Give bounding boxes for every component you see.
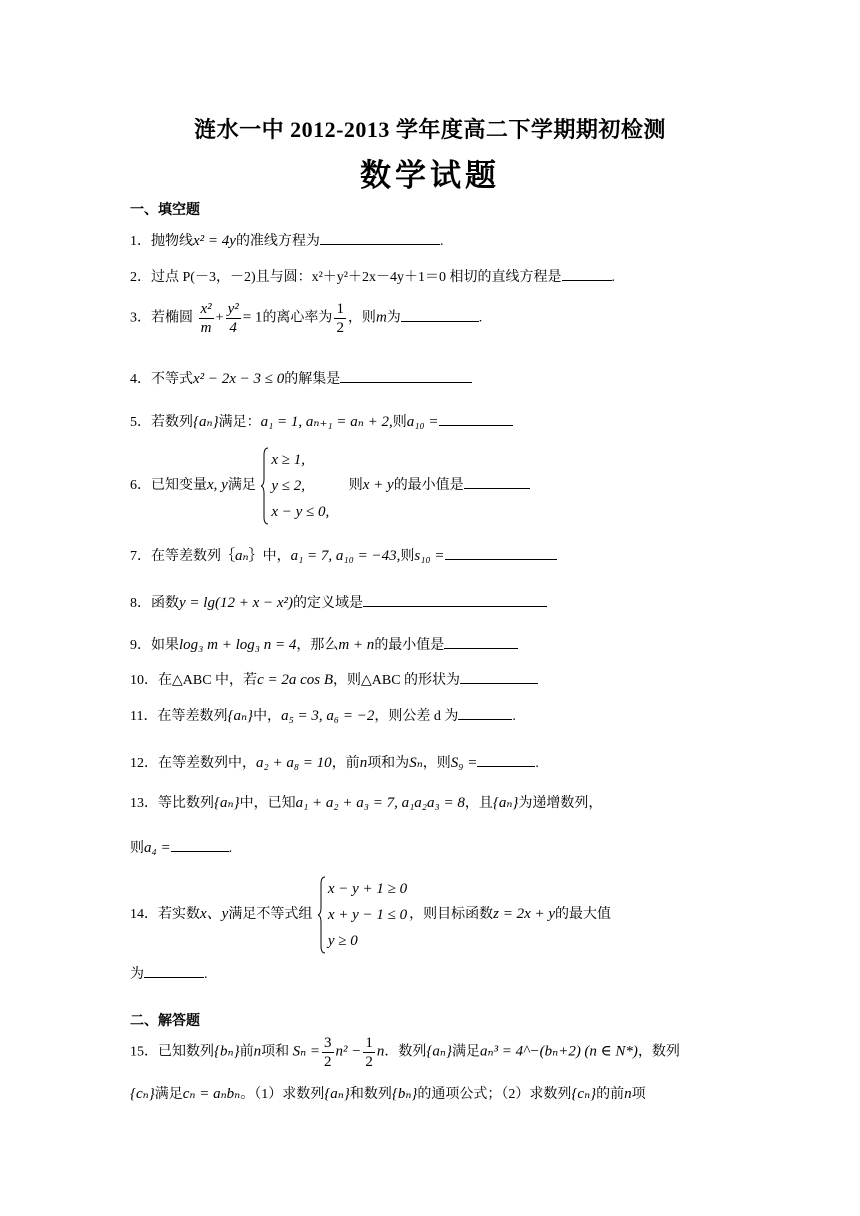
question-14-continued: 为 . <box>130 963 208 985</box>
answer-blank <box>401 307 479 322</box>
question-15-continued: {cₙ}满足cₙ = aₙbₙ。（1）求数列{aₙ}和数列{bₙ}的通项公式；（2）求数列{cₙ}的前n项 <box>130 1086 646 1102</box>
question-13: 13．等比数列{aₙ}中，已知a₁ + a₂ + a₃ = 7, a₁a₂a₃ = 8，且{aₙ}为递增数列， <box>130 795 603 811</box>
question-8: 8．函数y = lg(12 + x − x²)的定义域是 <box>130 592 547 614</box>
question-1: 1．抛物线x² = 4y的准线方程为 . <box>130 230 443 252</box>
math-fraction: $\frac{1}{2}$ <box>365 1035 373 1070</box>
math-fraction: $\frac{3}{2}$ <box>324 1035 332 1070</box>
inequality-system: x ≥ 1, y ≤ 2, x − y ≤ 0, <box>261 447 329 525</box>
answer-blank <box>460 669 538 684</box>
answer-blank <box>363 592 547 607</box>
question-6: 6．已知变量x, y满足 x ≥ 1, y ≤ 2, x − y ≤ 0, 则x + y的最小值是 <box>130 447 530 525</box>
question-11: 11．在等差数列{aₙ}中，a₅ = 3, a₆ = −2，则公差 d 为 . <box>130 705 516 727</box>
question-10: 10．在△ABC 中，若c = 2a cos B，则△ABC 的形状为 <box>130 669 538 691</box>
question-7: 7．在等差数列｛aₙ｝中，a₁ = 7, a₁₀ = −43,则s₁₀ = <box>130 545 557 567</box>
answer-blank <box>320 230 440 245</box>
document-title: 涟水一中 2012-2013 学年度高二下学期期初检测 <box>194 117 666 142</box>
section-solve: 二、解答题 <box>130 1014 200 1029</box>
question-13-continued: 则a₄ = . <box>130 837 232 859</box>
answer-blank <box>439 411 513 426</box>
answer-blank <box>464 474 530 489</box>
question-2: 2．过点 P(－3，－2)且与圆：x²＋y²＋2x－4y＋1＝0 相切的直线方程是 . <box>130 266 615 288</box>
answer-blank <box>444 634 518 649</box>
question-3: 3．若椭圆 $\frac{\text{x²}}{m}$ + $\frac{\text{y²}}{4}$ = 1的离心率为 $\frac{1}{2}$ ，则m为 . <box>130 301 483 336</box>
math-fraction: $\frac{1}{2}$ <box>336 301 344 336</box>
math-parabola: x² = 4y <box>193 233 236 249</box>
answer-blank <box>171 837 229 852</box>
document-subtitle: 数学试题 <box>360 158 500 193</box>
answer-blank <box>562 266 612 281</box>
question-14: 14．若实数x、y满足不等式组 x − y + 1 ≥ 0 x + y − 1 ≤ 0 y ≥ 0 ，则目标函数z = 2x + y的最大值 <box>130 876 611 954</box>
inequality-system: x − y + 1 ≥ 0 x + y − 1 ≤ 0 y ≥ 0 <box>318 876 407 954</box>
question-4: 4．不等式x² − 2x − 3 ≤ 0的解集是 <box>130 368 472 390</box>
answer-blank <box>458 705 512 720</box>
answer-blank <box>340 368 472 383</box>
left-brace-icon <box>318 876 326 954</box>
question-15: 15．已知数列{bₙ}前n项和 Sₙ = $\frac{3}{2}$ n² − $\frac{1}{2}$ n．数列{aₙ}满足aₙ³ = 4^−(bₙ+2) (n ∈ N*)，数列 <box>130 1035 680 1070</box>
answer-blank <box>477 752 535 767</box>
answer-blank <box>144 963 204 978</box>
question-5: 5．若数列{aₙ}满足：a₁ = 1, aₙ₊₁ = aₙ + 2,则a₁₀ = <box>130 411 513 433</box>
question-9: 9．如果log₃ m + log₃ n = 4，那么m + n的最小值是 <box>130 634 518 656</box>
left-brace-icon <box>261 447 269 525</box>
answer-blank <box>445 545 557 560</box>
math-fraction: $\frac{\text{y²}}{4}$ <box>227 301 239 336</box>
section-fill-blank: 一、填空题 <box>130 203 200 218</box>
question-12: 12．在等差数列中，a₂ + a₈ = 10，前n项和为Sₙ，则S₉ = . <box>130 752 539 774</box>
math-fraction: $\frac{\text{x²}}{m}$ <box>200 301 212 336</box>
